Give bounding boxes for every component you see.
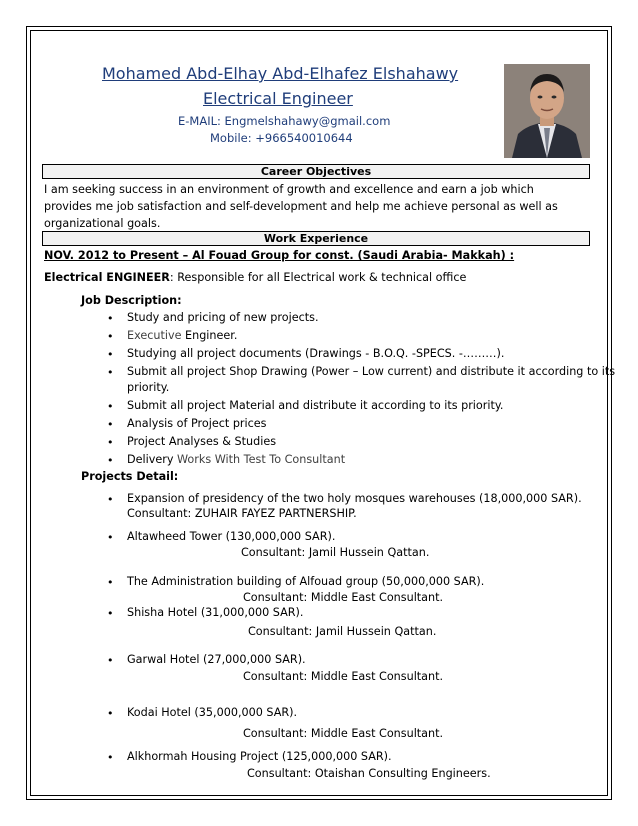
- duty-item-continuation: priority.: [127, 381, 170, 394]
- career-objectives-heading: Career Objectives: [42, 164, 590, 179]
- duty-item: [127, 328, 237, 344]
- project-consultant: Consultant: ZUHAIR FAYEZ PARTNERSHIP.: [127, 507, 357, 520]
- role-line: [44, 271, 466, 284]
- work-experience-heading: Work Experience: [42, 231, 590, 246]
- bullet-icon: •: [107, 493, 114, 506]
- duty-item: [127, 452, 345, 468]
- project-name: The Administration building of Alfouad group (50,000,000 SAR).: [127, 575, 485, 588]
- bullet-icon: •: [107, 707, 114, 720]
- bullet-icon: •: [107, 366, 114, 379]
- job-description-label: Job Description:: [81, 294, 182, 307]
- bullet-icon: •: [107, 436, 114, 449]
- bullet-icon: •: [107, 348, 114, 361]
- job-title: Electrical Engineer: [203, 89, 353, 108]
- duty-item: Submit all project Material and distribute it according to its priority.: [127, 399, 504, 412]
- candidate-name: Mohamed Abd-Elhay Abd-Elhafez Elshahawy: [102, 64, 459, 83]
- bullet-icon: •: [107, 607, 114, 620]
- bullet-icon: •: [107, 330, 114, 343]
- project-name: Shisha Hotel (31,000,000 SAR).: [127, 606, 304, 619]
- bullet-icon: •: [107, 418, 114, 431]
- duty-item-suffix: Works With Test To Consultant: [177, 453, 346, 466]
- duty-item: Study and pricing of new projects.: [127, 311, 319, 324]
- project-consultant: Consultant: Otaishan Consulting Engineers.: [247, 767, 491, 780]
- project-name: Expansion of presidency of the two holy mosques warehouses (18,000,000 SAR).: [127, 492, 582, 505]
- mobile-line: Mobile: +966540010644: [210, 131, 353, 145]
- duty-item-text: Delivery: [127, 453, 174, 466]
- bullet-icon: •: [107, 751, 114, 764]
- project-consultant: Consultant: Jamil Hussein Qattan.: [248, 625, 437, 638]
- profile-photo: [504, 64, 590, 158]
- role-description: : Responsible for all Electrical work & technical office: [169, 271, 467, 284]
- project-consultant: Consultant: Jamil Hussein Qattan.: [241, 546, 430, 559]
- career-objectives-text: I am seeking success in an environment of growth and excellence and earn a job which provides me job satisfaction and self-development and help me achieve personal as well as organizational goals.: [44, 183, 558, 230]
- duty-item-prefix: Executive: [127, 329, 182, 342]
- project-consultant: Consultant: Middle East Consultant.: [243, 727, 444, 740]
- duty-item: Project Analyses & Studies: [127, 435, 277, 448]
- role-title: Electrical ENGINEER: [44, 271, 170, 284]
- bullet-icon: •: [107, 312, 114, 325]
- duty-item: Submit all project Shop Drawing (Power – Low current) and distribute it according to its: [127, 365, 616, 378]
- duty-item: Studying all project documents (Drawings - B.O.Q. -SPECS. -………).: [127, 347, 505, 360]
- project-name: Garwal Hotel (27,000,000 SAR).: [127, 653, 306, 666]
- bullet-icon: •: [107, 454, 114, 467]
- project-name: Altawheed Tower (130,000,000 SAR).: [127, 530, 336, 543]
- job-period-header: NOV. 2012 to Present – Al Fouad Group for const. (Saudi Arabia- Makkah) :: [44, 249, 515, 262]
- bullet-icon: •: [107, 654, 114, 667]
- email-line[interactable]: E-MAIL: Engmelshahawy@gmail.com: [178, 114, 391, 128]
- project-consultant: Consultant: Middle East Consultant.: [243, 670, 444, 683]
- bullet-icon: •: [107, 531, 114, 544]
- bullet-icon: •: [107, 576, 114, 589]
- project-consultant: Consultant: Middle East Consultant.: [243, 591, 444, 604]
- bullet-icon: •: [107, 400, 114, 413]
- duty-item: Analysis of Project prices: [127, 417, 267, 430]
- project-name: Kodai Hotel (35,000,000 SAR).: [127, 706, 298, 719]
- project-name: Alkhormah Housing Project (125,000,000 SAR).: [127, 750, 392, 763]
- duty-item-text: Engineer.: [185, 329, 238, 342]
- projects-detail-label: Projects Detail:: [81, 470, 179, 483]
